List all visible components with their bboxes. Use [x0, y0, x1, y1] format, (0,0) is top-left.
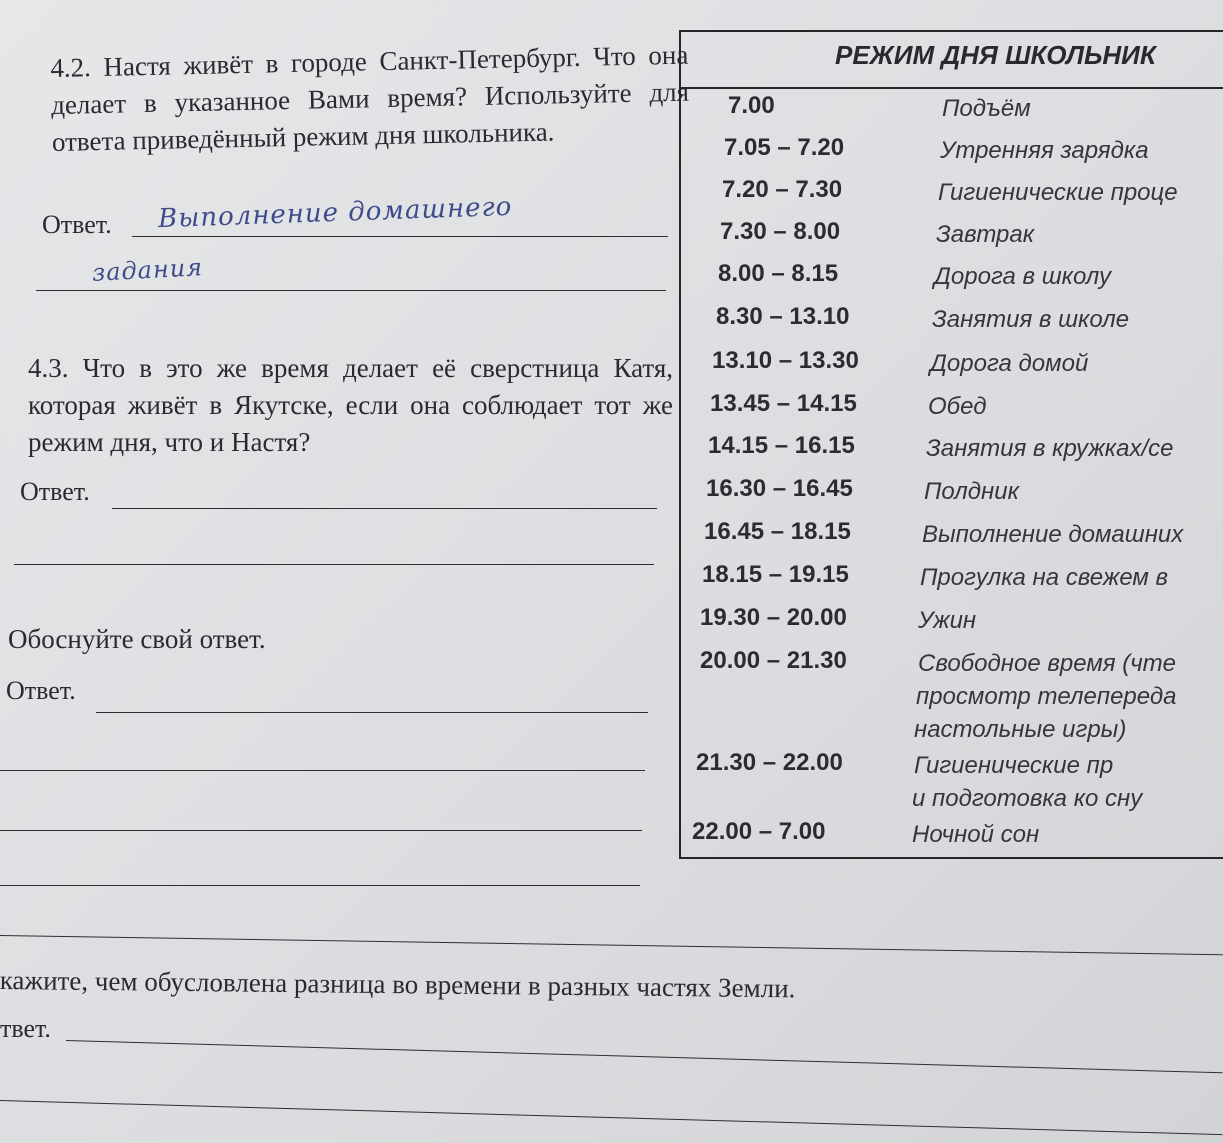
answer-label-4-4: твет.	[0, 1014, 51, 1043]
handwritten-answer-line-1: Выполнение домашнего	[157, 191, 513, 235]
schedule-activity: Занятия в кружках/се	[926, 435, 1174, 462]
question-4-4-text: кажите, чем обусловлена разница во времени в разных частях Земли.	[0, 964, 796, 1004]
question-4-2-text: 4.2. Настя живёт в городе Санкт-Петербург. Что она делает в указанное Вами время? Используйте для ответа приведённый режим дня школьника.	[50, 39, 690, 157]
schedule-activity: Гигиенические пр	[914, 752, 1114, 779]
answer-line-justify-1[interactable]	[96, 712, 648, 713]
schedule-time: 20.00 – 21.30	[700, 647, 847, 674]
answer-line-justify-4[interactable]	[0, 885, 640, 886]
question-4-3-text: 4.3. Что в это же время делает её сверстница Катя, которая живёт в Якутске, если она соблюдает тот же режим дня, что и Настя?	[28, 353, 673, 457]
answer-label-justify: Ответ.	[6, 676, 76, 705]
schedule-time: 7.05 – 7.20	[724, 134, 845, 161]
schedule-activity: просмотр телепереда	[916, 683, 1177, 710]
schedule-row	[0, 92, 1223, 132]
schedule-activity: Полдник	[924, 478, 1019, 505]
schedule-activity: настольные игры)	[914, 716, 1127, 743]
schedule-row	[0, 176, 1223, 216]
schedule-activity: Ужин	[918, 607, 977, 634]
schedule-row	[0, 604, 1223, 644]
schedule-activity: Обед	[928, 393, 987, 420]
schedule-title: РЕЖИМ ДНЯ ШКОЛЬНИК	[835, 40, 1156, 70]
schedule-time: 18.15 – 19.15	[702, 561, 849, 588]
schedule-row	[0, 475, 1223, 515]
schedule-row	[0, 818, 1223, 858]
schedule-time: 19.30 – 20.00	[700, 604, 847, 631]
schedule-time: 22.00 – 7.00	[692, 818, 826, 845]
answer-line-justify-5[interactable]	[0, 935, 1223, 955]
schedule-row	[0, 347, 1223, 387]
schedule-time: 13.10 – 13.30	[712, 347, 859, 374]
schedule-activity: Дорога в школу	[934, 263, 1112, 290]
schedule-row	[0, 432, 1223, 472]
schedule-activity: и подготовка ко сну	[912, 785, 1143, 812]
schedule-time: 7.00	[728, 92, 775, 119]
schedule-row	[0, 749, 1223, 812]
schedule-time: 21.30 – 22.00	[696, 749, 843, 776]
schedule-activity: Утренняя зарядка	[940, 137, 1149, 164]
schedule-row	[0, 260, 1223, 300]
schedule-title-divider	[681, 87, 1223, 89]
schedule-activity: Прогулка на свежем в	[920, 564, 1169, 591]
schedule-row	[0, 134, 1223, 174]
schedule-row	[0, 303, 1223, 343]
schedule-activity: Ночной сон	[912, 821, 1040, 848]
justify-prompt: Обоснуйте свой ответ.	[8, 624, 266, 654]
schedule-row	[0, 218, 1223, 258]
schedule-row	[0, 390, 1223, 430]
answer-label-4-3: Ответ.	[20, 477, 90, 506]
schedule-time: 14.15 – 16.15	[708, 432, 855, 459]
answer-line-4-4-2[interactable]	[0, 1100, 1223, 1135]
schedule-time: 8.00 – 8.15	[718, 260, 839, 287]
schedule-activity: Занятия в школе	[932, 306, 1130, 333]
answer-label-4-2: Ответ.	[42, 210, 112, 239]
schedule-time: 16.45 – 18.15	[704, 518, 851, 545]
schedule-row	[0, 518, 1223, 558]
schedule-activity: Завтрак	[936, 221, 1035, 248]
schedule-time: 8.30 – 13.10	[716, 303, 850, 330]
schedule-time: 7.20 – 7.30	[722, 176, 843, 203]
schedule-activity: Гигиенические проце	[938, 179, 1178, 206]
schedule-time: 16.30 – 16.45	[706, 475, 853, 502]
schedule-time: 13.45 – 14.15	[710, 390, 857, 417]
schedule-activity: Выполнение домашних	[922, 521, 1184, 548]
handwritten-answer-line-2: задания	[91, 253, 204, 287]
answer-line-4-4-1[interactable]	[66, 1040, 1223, 1073]
schedule-activity: Свободное время (чте	[918, 650, 1177, 677]
schedule-activity: Дорога домой	[930, 350, 1089, 377]
schedule-time: 7.30 – 8.00	[720, 218, 841, 245]
schedule-row	[0, 561, 1223, 601]
schedule-activity: Подъём	[942, 95, 1031, 122]
